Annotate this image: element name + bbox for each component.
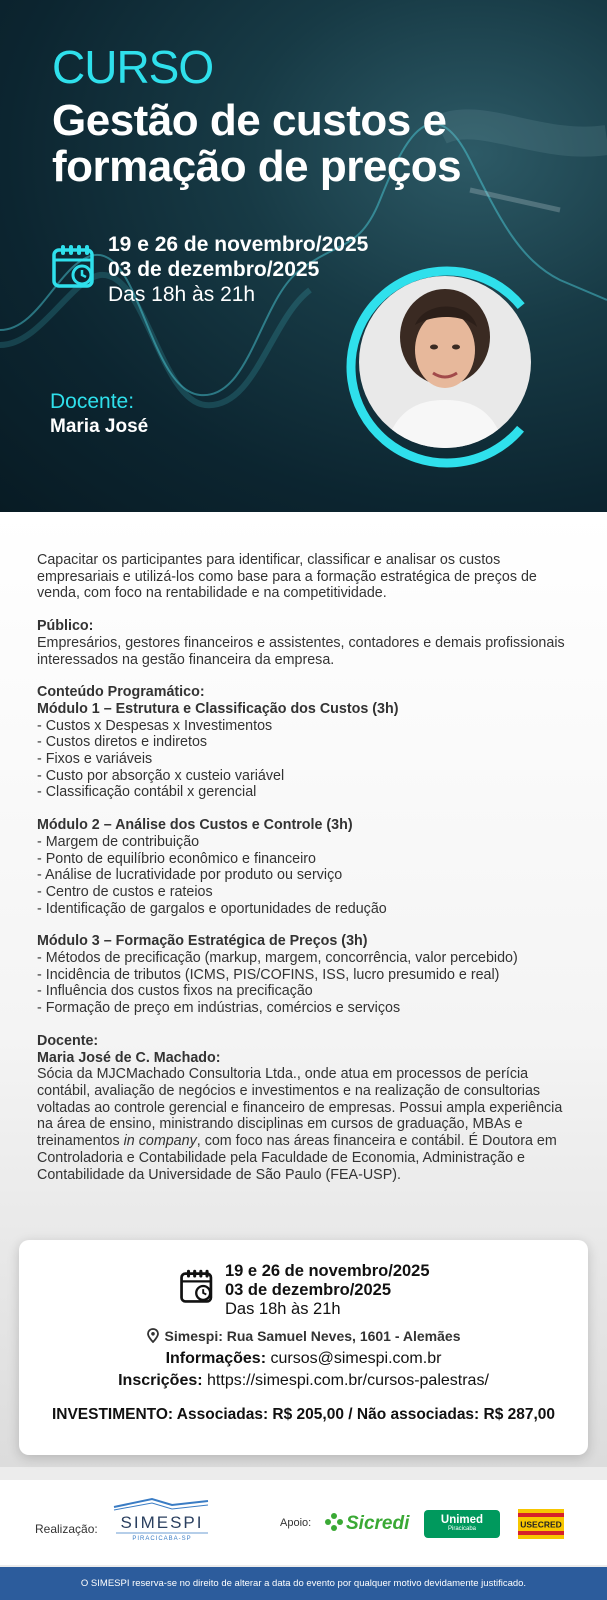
docente-label: Docente: — [50, 390, 135, 413]
avatar — [345, 265, 550, 470]
address-text: Simespi: Rua Samuel Neves, 1601 - Alemães — [164, 1328, 461, 1344]
apoio-label: Apoio: — [280, 1517, 312, 1529]
map-pin-icon — [147, 1328, 159, 1343]
usecred-text: USECRED — [520, 1519, 562, 1530]
info-line — [19, 1350, 588, 1368]
list-item: - Ponto de equilíbrio econômico e financeiro — [37, 850, 316, 867]
registration-label: Inscrições: — [118, 1372, 203, 1389]
bio-text: Sócia da MJCMachado Consultoria Ltda., onde atua em processos de perícia contábil, avaliação de negócios e investimentos e na realização de consultorias voltadas ao controle gerencial e financeiro de empresas. Possui ampla experiência na área de ensino, ministrando disciplinas em cursos de graduação, MBAs e treinamentos — [37, 1066, 563, 1150]
sicredi-text: Sicredi — [346, 1513, 410, 1534]
realizacao-label: Realização: — [35, 1522, 98, 1536]
list-item: - Formação de preço em indústrias, comércios e serviços — [37, 1000, 401, 1017]
list-item: - Métodos de precificação (markup, margem, concorrência, valor percebido) — [37, 950, 518, 967]
simespi-logo-mark — [112, 1495, 212, 1543]
module-1-list — [37, 718, 577, 802]
course-dates — [108, 232, 368, 307]
list-item: - Custos diretos e indiretos — [37, 734, 208, 751]
conteudo-heading: Conteúdo Programático: — [37, 684, 205, 701]
bio-text: , com foco nas áreas financeira e contábil. É Doutora em Controladoria e Contabilidade pela Faculdade de Economia, Administração e Contabilidade da Universidade de São Paulo (FEA-USP). — [37, 1133, 557, 1183]
date-line-2: 03 de dezembro/2025 — [108, 258, 320, 281]
calendar-clock-icon — [180, 1268, 214, 1304]
docente-heading: Docente: — [37, 1032, 99, 1049]
sicredi-flower-icon — [324, 1512, 344, 1532]
simespi-logo-subtext: PIRACICABA-SP — [132, 1536, 192, 1542]
docente-name: Maria José — [50, 416, 149, 437]
address-line — [19, 1328, 588, 1344]
list-item: - Margem de contribuição — [37, 833, 200, 850]
course-kicker: CURSO — [52, 41, 214, 93]
module-3-list — [37, 950, 577, 1017]
date-line-2: 03 de dezembro/2025 — [225, 1281, 391, 1299]
list-item: - Custos x Despesas x Investimentos — [37, 717, 273, 734]
unimed-logo — [424, 1510, 500, 1538]
instructor-photo — [345, 265, 550, 470]
unimed-subtext: Piracicaba — [447, 1526, 476, 1532]
module-2-list — [37, 834, 577, 918]
card-dates — [225, 1262, 430, 1319]
list-item: - Influência dos custos fixos na precificação — [37, 983, 313, 1000]
registration-link[interactable]: https://simespi.com.br/cursos-palestras/ — [202, 1372, 489, 1389]
course-title: Gestão de custos e formação de preços — [52, 96, 462, 191]
date-line-1: 19 e 26 de novembro/2025 — [225, 1262, 430, 1280]
list-item: - Centro de custos e rateios — [37, 883, 213, 900]
simespi-logo — [112, 1495, 212, 1548]
info-email[interactable]: cursos@simespi.com.br — [266, 1350, 442, 1367]
intro-paragraph: Capacitar os participantes para identificar, classificar e analisar os custos empresariais e utilizá-los como base para a formação estratégica de preços de venda, com foco na rentabilidade e na competitividade. — [37, 552, 537, 602]
list-item: - Classificação contábil x gerencial — [37, 784, 257, 801]
sicredi-logo — [324, 1512, 409, 1535]
registration-line — [19, 1372, 588, 1390]
time-line: Das 18h às 21h — [108, 283, 256, 306]
module-3-title: Módulo 3 – Formação Estratégica de Preços (3h) — [37, 933, 368, 950]
list-item: - Fixos e variáveis — [37, 751, 153, 768]
list-item: - Análise de lucratividade por produto ou serviço — [37, 867, 343, 884]
hero-banner — [0, 0, 607, 512]
event-info-card — [19, 1240, 588, 1455]
list-item: - Custo por absorção x custeio variável — [37, 767, 285, 784]
docente-full-name: Maria José de C. Machado: — [37, 1049, 221, 1066]
disclaimer-bar: O SIMESPI reserva-se no direito de alterar a data do evento por qualquer motivo devidamente justificado. — [0, 1567, 607, 1600]
simespi-logo-text: SIMESPI — [120, 1513, 204, 1532]
usecred-logo-mark — [518, 1509, 564, 1539]
docente-bio — [37, 1066, 577, 1183]
time-line: Das 18h às 21h — [225, 1300, 341, 1318]
list-item: - Identificação de gargalos e oportunidades de redução — [37, 900, 387, 917]
bio-italic: in company — [123, 1133, 197, 1150]
info-label: Informações: — [165, 1350, 267, 1367]
module-2-title: Módulo 2 – Análise dos Custos e Controle (3h) — [37, 817, 353, 834]
module-1-title: Módulo 1 – Estrutura e Classificação dos Custos (3h) — [37, 700, 399, 717]
course-description — [37, 552, 577, 1199]
publico-heading: Público: — [37, 618, 94, 635]
publico-text: Empresários, gestores financeiros e assistentes, contadores e demais profissionais interessados na gestão financeira da empresa. — [37, 634, 565, 668]
investment-line: INVESTIMENTO: Associadas: R$ 205,00 / Não associadas: R$ 287,00 — [51, 1406, 556, 1423]
calendar-clock-icon — [52, 243, 96, 289]
usecred-logo — [518, 1509, 564, 1539]
date-line-1: 19 e 26 de novembro/2025 — [108, 233, 369, 256]
list-item: - Incidência de tributos (ICMS, PIS/COFINS, ISS, lucro presumido e real) — [37, 966, 500, 983]
unimed-text: Unimed — [440, 1514, 484, 1526]
